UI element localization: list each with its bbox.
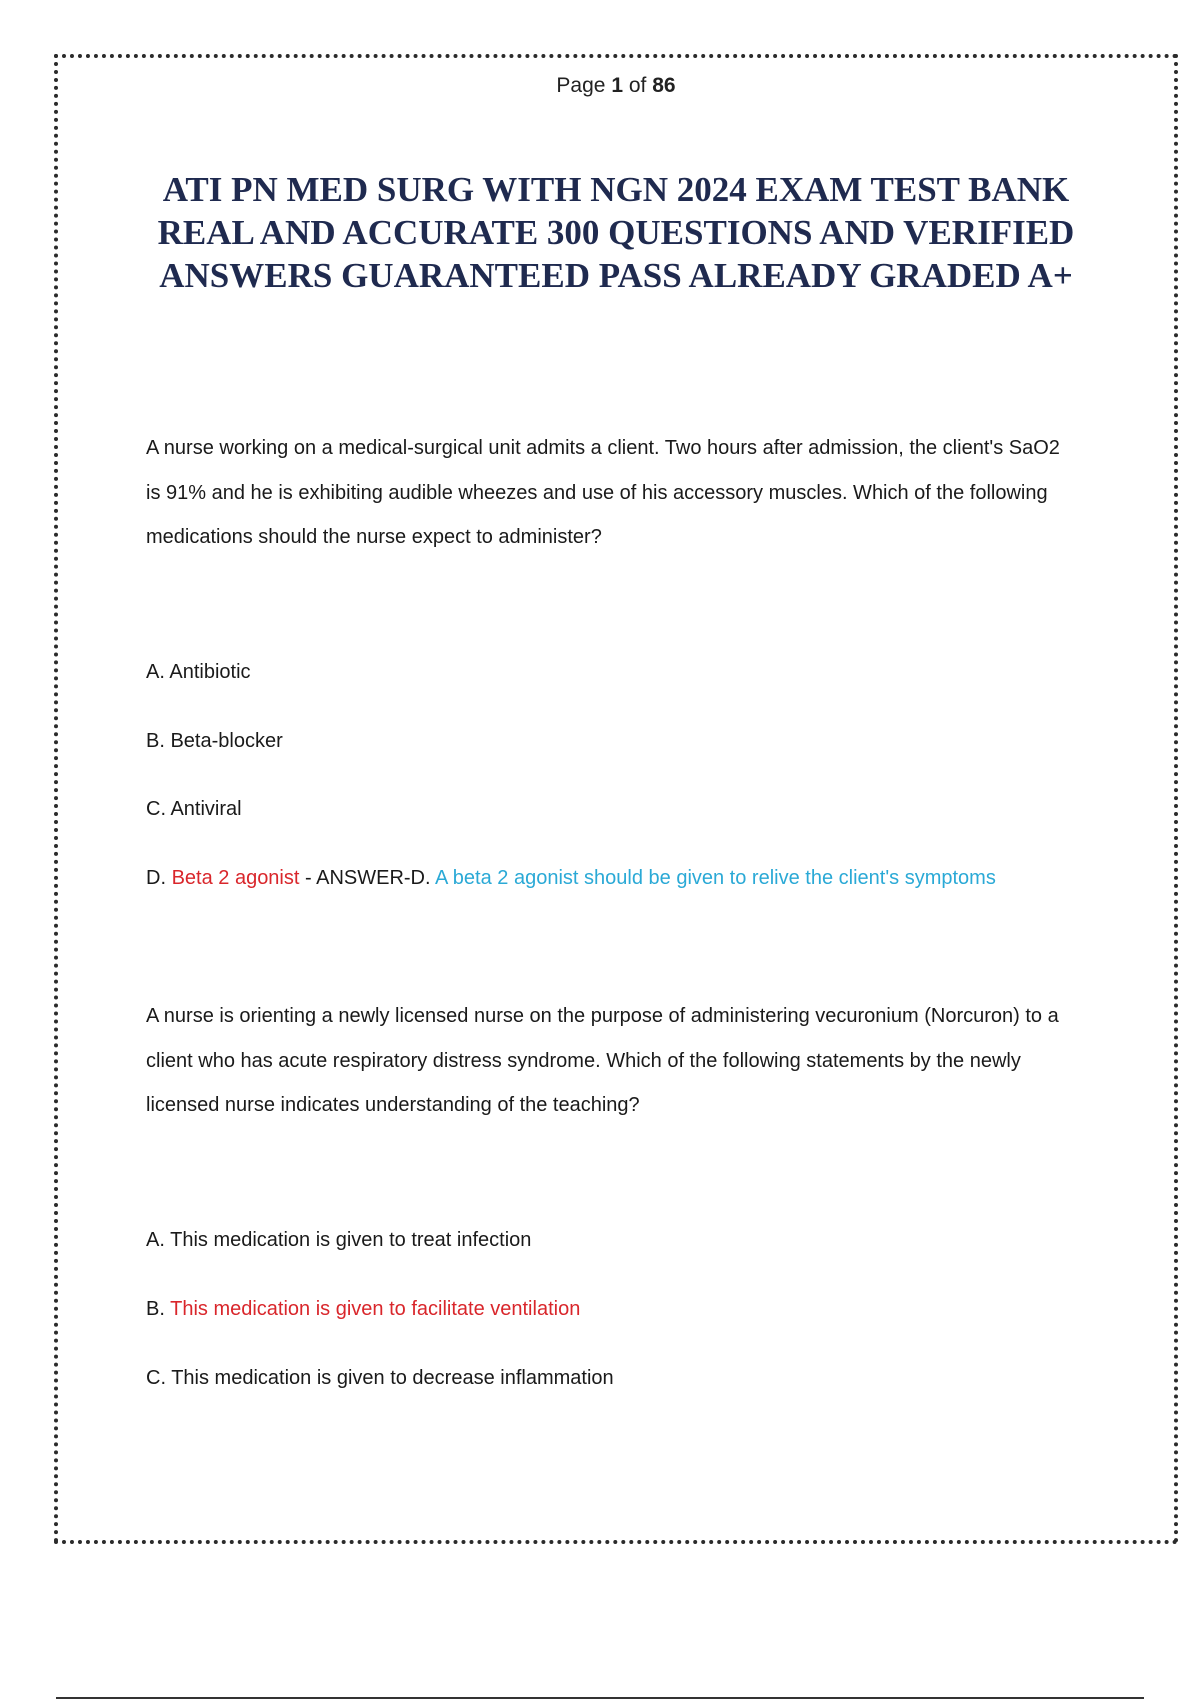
- page-total: 86: [652, 74, 676, 97]
- option-letter: D.: [146, 867, 166, 889]
- question-1-option-d: [146, 864, 996, 892]
- question-1-stem: A nurse working on a medical-surgical unit admits a client. Two hours after admission, the client's SaO2 is 91% and he is exhibiting audible wheezes and use of his accessory muscles. Which of the following medications should the nurse expect to administer?: [146, 437, 1060, 548]
- option-text: Antiviral: [170, 798, 242, 820]
- answer-rationale: A beta 2 agonist should be given to relive the client's symptoms: [435, 867, 996, 889]
- bottom-divider: [56, 1697, 1144, 1699]
- page-label: Page: [556, 74, 606, 97]
- option-letter: A.: [146, 661, 165, 683]
- option-text: This medication is given to decrease inflammation: [171, 1367, 614, 1389]
- document-title: ATI PN MED SURG WITH NGN 2024 EXAM TEST BANK REAL AND ACCURATE 300 QUESTIONS AND VERIFIED ANSWERS GUARANTEED PASS ALREADY GRADED A+: [157, 170, 1075, 295]
- question-2-option-a: [146, 1226, 531, 1254]
- answer-label: - ANSWER-D.: [299, 867, 436, 889]
- option-letter: B.: [146, 1298, 165, 1320]
- question-2-option-b: [146, 1295, 580, 1323]
- question-2-stem: A nurse is orienting a newly licensed nurse on the purpose of administering vecuronium (Norcuron) to a client who has acute respiratory distress syndrome. Which of the following statements by the newly licensed nurse indicates understanding of the teaching?: [146, 1005, 1059, 1116]
- option-letter: C.: [146, 1367, 166, 1389]
- question-2-option-c: [146, 1364, 614, 1392]
- question-1-option-b: [146, 727, 283, 755]
- option-letter: C.: [146, 798, 166, 820]
- correct-answer-text: Beta 2 agonist: [171, 867, 300, 889]
- page-current: 1: [611, 74, 623, 97]
- question-1-option-a: [146, 658, 251, 686]
- correct-answer-text: This medication is given to facilitate ventilation: [170, 1298, 581, 1320]
- option-letter: A.: [146, 1229, 165, 1251]
- option-text: Antibiotic: [169, 661, 251, 683]
- question-1-option-c: [146, 795, 242, 823]
- page-of-label: of: [628, 74, 647, 97]
- option-text: This medication is given to treat infection: [170, 1229, 532, 1251]
- page-number: [0, 74, 1200, 98]
- option-text: Beta-blocker: [170, 730, 283, 752]
- option-letter: B.: [146, 730, 165, 752]
